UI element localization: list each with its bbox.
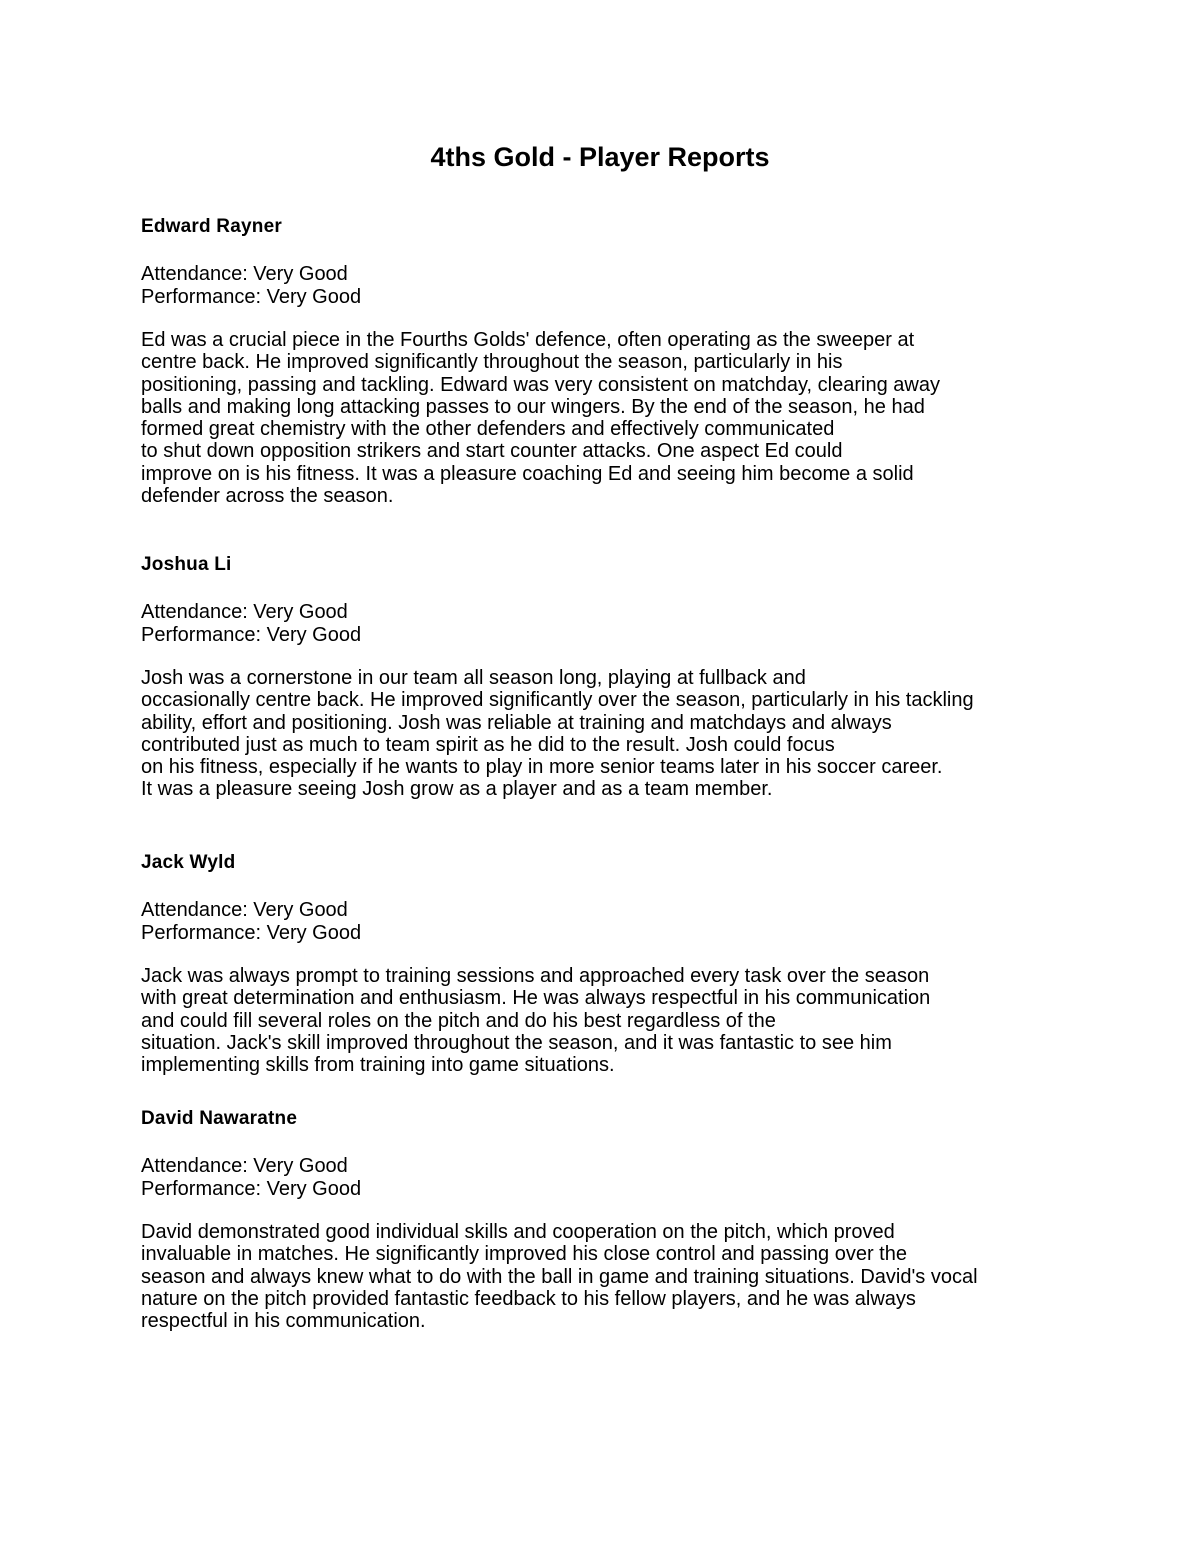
player-name: Joshua Li: [141, 554, 232, 575]
report-line: respectful in his communication.: [141, 1310, 426, 1333]
report-line: contributed just as much to team spirit as he did to the result. Josh could focus: [141, 733, 835, 756]
report-line: nature on the pitch provided fantastic feedback to his fellow players, and he was always: [141, 1287, 916, 1310]
report-line: season and always knew what to do with the ball in game and training situations. David's vocal: [141, 1265, 978, 1288]
report-line: implementing skills from training into game situations.: [141, 1054, 615, 1077]
report-paragraph: [141, 1221, 1091, 1332]
player-report-david-nawaratne: [141, 1107, 1091, 1332]
performance-rating: Performance: Very Good: [141, 921, 362, 944]
report-line: with great determination and enthusiasm. He was always respectful in his communication: [141, 987, 931, 1010]
player-name: Edward Rayner: [141, 216, 282, 237]
attendance-rating: Attendance: Very Good: [141, 601, 348, 623]
report-line: It was a pleasure seeing Josh grow as a player and as a team member.: [141, 778, 773, 801]
page-title: 4ths Gold - Player Reports: [430, 142, 770, 172]
player-name: David Nawaratne: [141, 1108, 298, 1129]
player-ratings: [141, 601, 1091, 646]
report-paragraph: [141, 329, 1091, 507]
performance-rating: Performance: Very Good: [141, 1177, 362, 1200]
report-line: to shut down opposition strikers and start counter attacks. One aspect Ed could: [141, 440, 843, 463]
report-line: positioning, passing and tackling. Edward was very consistent on matchday, clearing away: [141, 373, 940, 396]
attendance-rating: Attendance: Very Good: [141, 1155, 348, 1177]
player-report-jack-wyld: [141, 851, 1091, 1076]
report-line: occasionally centre back. He improved significantly over the season, particularly in his tackling: [141, 689, 974, 712]
report-line: situation. Jack's skill improved throughout the season, and it was fantastic to see him: [141, 1031, 892, 1054]
performance-rating: Performance: Very Good: [141, 623, 362, 646]
player-report-joshua-li: [141, 553, 1091, 801]
report-line: and could fill several roles on the pitch and do his best regardless of the: [141, 1009, 776, 1032]
report-line: ability, effort and positioning. Josh was reliable at training and matchdays and always: [141, 711, 892, 734]
report-line: David demonstrated good individual skills and cooperation on the pitch, which proved: [141, 1221, 895, 1243]
player-ratings: [141, 1155, 1091, 1200]
report-line: balls and making long attacking passes to our wingers. By the end of the season, he had: [141, 395, 925, 418]
report-line: Ed was a crucial piece in the Fourths Golds' defence, often operating as the sweeper at: [141, 329, 915, 351]
player-ratings: [141, 263, 1091, 308]
report-line: on his fitness, especially if he wants to play in more senior teams later in his soccer career.: [141, 756, 943, 779]
player-report-edward-rayner: [141, 215, 1091, 507]
attendance-rating: Attendance: Very Good: [141, 899, 348, 921]
report-line: invaluable in matches. He significantly improved his close control and passing over the: [141, 1243, 907, 1266]
report-line: centre back. He improved significantly throughout the season, particularly in his: [141, 351, 843, 374]
performance-rating: Performance: Very Good: [141, 285, 362, 308]
report-line: Jack was always prompt to training sessions and approached every task over the season: [141, 965, 930, 987]
report-line: formed great chemistry with the other defenders and effectively communicated: [141, 418, 835, 441]
player-ratings: [141, 899, 1091, 944]
player-name: Jack Wyld: [141, 852, 236, 873]
report-line: improve on is his fitness. It was a pleasure coaching Ed and seeing him become a solid: [141, 462, 914, 485]
report-paragraph: [141, 965, 1091, 1076]
attendance-rating: Attendance: Very Good: [141, 263, 348, 285]
report-line: defender across the season.: [141, 485, 394, 508]
report-paragraph: [141, 667, 1091, 801]
report-line: Josh was a cornerstone in our team all season long, playing at fullback and: [141, 667, 806, 689]
